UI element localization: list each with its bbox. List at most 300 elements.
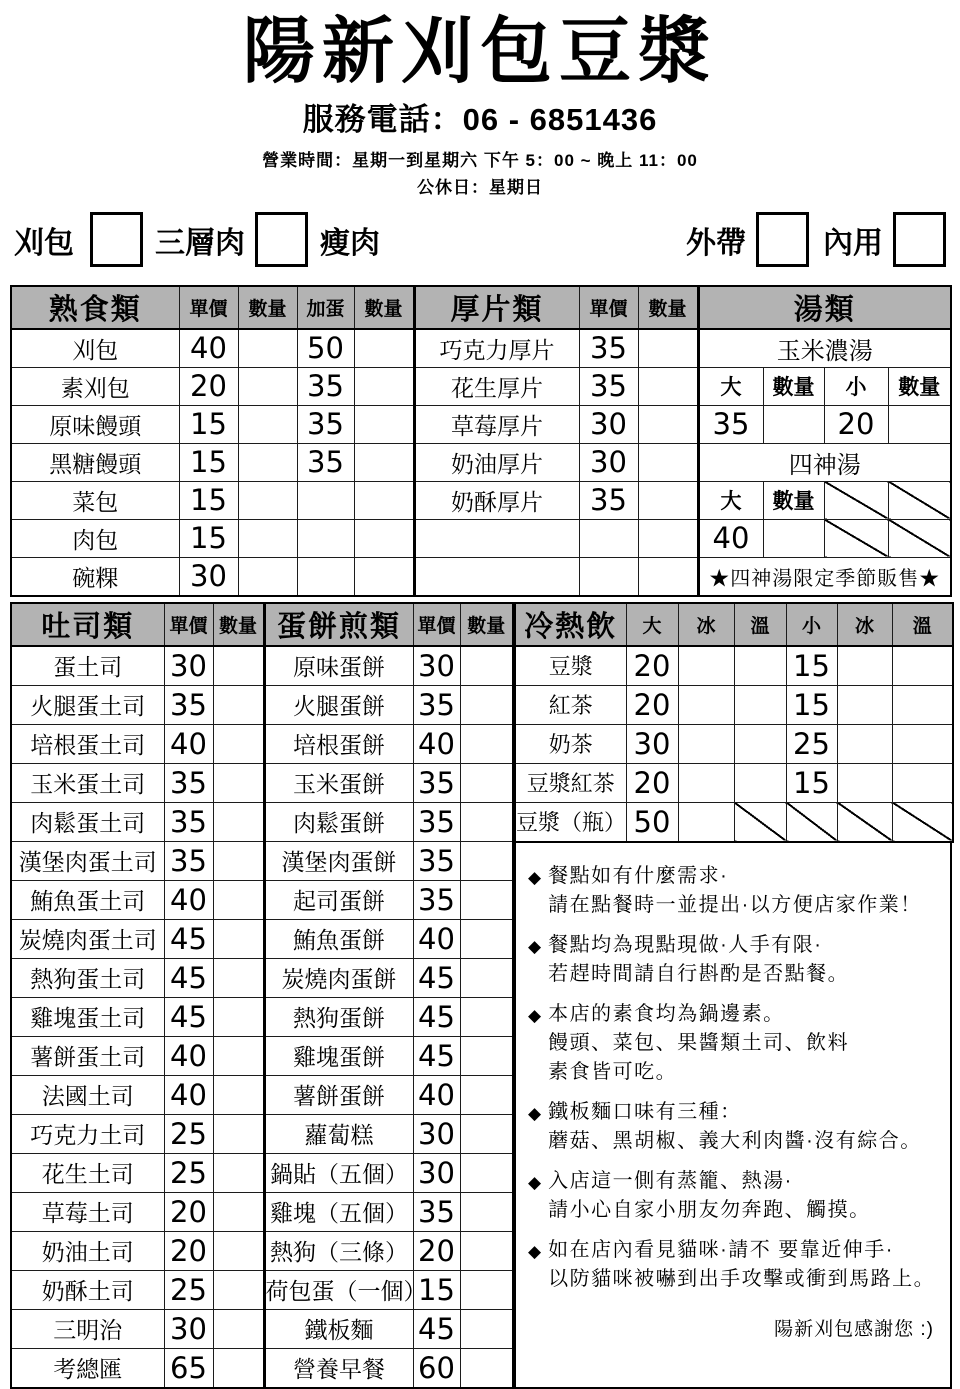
note-item [528,1167,942,1225]
qty-label: 數量 [763,367,824,405]
unit-price: 20 [164,1231,213,1270]
qty-cell[interactable] [354,443,414,481]
ice-header: 冰 [678,603,734,646]
empty-item-cell [414,557,579,596]
unit-price: 35 [413,802,460,841]
unit-price: 40 [164,1036,213,1075]
qty-header: 數量 [638,286,698,329]
qty-cell[interactable] [460,841,513,880]
item-name: 炭燒肉蛋土司 [11,919,164,958]
warm-qty-cell[interactable] [892,724,953,763]
qty-cell[interactable] [354,405,414,443]
qty-cell[interactable] [638,329,698,368]
qty-cell[interactable] [460,802,513,841]
item-name: 奶酥土司 [11,1270,164,1309]
qty-cell[interactable] [460,919,513,958]
qty-header: 數量 [238,286,297,329]
drink-name: 豆漿（瓶） [515,802,626,842]
top-row [11,329,951,368]
warm-qty-cell[interactable] [734,724,786,763]
menu-row [11,1192,513,1231]
crossed-out-cell [892,802,953,842]
hours-line: 營業時間：星期一到星期六 下午 5：00 ~ 晚上 11：00 [262,150,698,170]
qty-cell[interactable] [213,1075,264,1114]
warm-qty-cell[interactable] [892,646,953,686]
unit-price: 35 [413,880,460,919]
top-row [11,557,951,596]
corn-soup-large-price: 35 [698,405,763,443]
item-name: 花生厚片 [414,367,579,405]
item-name: 炭燒肉蛋餅 [264,958,413,997]
ice-qty-cell[interactable] [678,646,734,686]
drinks-notes-column [514,602,952,1389]
masthead [0,0,960,198]
large-price: 30 [626,724,678,763]
qty-cell[interactable] [460,685,513,724]
note-item [528,1236,942,1294]
takeout-label: 外帶 [686,225,746,261]
item-name: 雞塊蛋餅 [264,1036,413,1075]
item-name: 雞塊蛋土司 [11,997,164,1036]
unit-price: 30 [579,443,638,481]
item-name: 蘿蔔糕 [264,1114,413,1153]
qty-cell[interactable] [354,557,414,596]
takeout-checkbox[interactable] [756,212,809,267]
qty-cell[interactable] [213,763,264,802]
drink-row [515,802,953,842]
crossed-out-cell [824,481,888,519]
four-herb-large-price: 40 [698,519,763,557]
unit-price: 40 [179,329,238,368]
drink-row [515,646,953,686]
qty-cell[interactable] [213,646,264,686]
qty-cell[interactable] [638,481,698,519]
qty-cell[interactable] [460,1348,513,1388]
menu-row [11,958,513,997]
item-name: 奶油土司 [11,1231,164,1270]
warm-qty-cell[interactable] [734,763,786,802]
empty-price-cell [579,519,638,557]
unit-price: 45 [413,1309,460,1348]
item-name: 荷包蛋（一個） [264,1270,413,1309]
closed-day-line: 公休日：星期日 [417,177,543,197]
bottom-section [10,602,950,1389]
unit-price: 35 [164,685,213,724]
qty-cell[interactable] [354,329,414,368]
item-name: 素刈包 [11,367,179,405]
item-name: 奶酥厚片 [414,481,579,519]
unit-price: 30 [164,1309,213,1348]
qty-cell[interactable] [638,443,698,481]
menu-row [11,841,513,880]
unit-price: 35 [413,763,460,802]
qty-cell[interactable] [213,724,264,763]
size-small-header: 小 [786,603,837,646]
qty-cell[interactable] [460,763,513,802]
qty-header: 數量 [354,286,414,329]
item-name: 培根蛋土司 [11,724,164,763]
item-name: 玉米蛋餅 [264,763,413,802]
top-row [11,519,951,557]
note-item [528,1098,942,1156]
add-egg-price [297,481,354,519]
menu-header-row [11,603,513,646]
top-header-row [11,286,951,329]
diamond-bullet-icon: ◆ [528,1241,542,1261]
item-name: 起司蛋餅 [264,880,413,919]
unit-price: 40 [413,724,460,763]
drink-row [515,724,953,763]
note-item [528,1000,942,1087]
soup-header: 湯類 [698,286,951,329]
qty-cell[interactable] [213,880,264,919]
item-name: 肉鬆蛋餅 [264,802,413,841]
ice-qty-cell[interactable] [837,646,892,686]
unit-price: 30 [579,405,638,443]
qty-label: 數量 [763,481,824,519]
large-price: 20 [626,646,678,686]
item-name: 火腿蛋餅 [264,685,413,724]
qty-cell[interactable] [763,405,824,443]
qty-cell[interactable] [213,1192,264,1231]
note-text: 餐點如有什麼需求· 請在點餐時一並提出·以方便店家作業！ [548,864,922,916]
unit-price: 65 [164,1348,213,1388]
item-name: 碗粿 [11,557,179,596]
unit-price: 35 [413,1192,460,1231]
item-name: 漢堡肉蛋餅 [264,841,413,880]
menu-row [11,646,513,686]
qty-cell[interactable] [638,405,698,443]
unit-price: 35 [579,367,638,405]
warm-header: 溫 [892,603,953,646]
unit-price: 35 [579,481,638,519]
menu-row [11,763,513,802]
guabao-label: 刈包 [14,225,74,261]
large-price: 20 [626,763,678,802]
qty-cell[interactable] [763,519,824,557]
ice-header: 冰 [837,603,892,646]
pork-belly-checkbox[interactable] [255,212,308,267]
qty-cell[interactable] [460,1270,513,1309]
unit-price: 45 [413,1036,460,1075]
qty-cell[interactable] [238,481,297,519]
small-price: 15 [786,685,837,724]
crossed-out-cell [888,481,951,519]
item-name: 花生土司 [11,1153,164,1192]
item-name: 刈包 [11,329,179,368]
unit-price: 25 [164,1114,213,1153]
corn-soup-small-price: 20 [824,405,888,443]
drink-row [515,685,953,724]
note-text: 如在店內看見貓咪·請不 要靠近伸手· 以防貓咪被嚇到出手攻擊或衝到馬路上。 [548,1238,936,1290]
small-price: 15 [786,646,837,686]
drink-name: 豆漿紅茶 [515,763,626,802]
qty-header: 數量 [213,603,264,646]
add-egg-header: 加蛋 [297,286,354,329]
qty-cell[interactable] [213,685,264,724]
qty-label: 數量 [888,367,951,405]
unit-price: 20 [179,367,238,405]
unit-price: 15 [179,405,238,443]
item-name: 法國土司 [11,1075,164,1114]
ice-qty-cell[interactable] [837,685,892,724]
warm-header: 溫 [734,603,786,646]
dine-in-checkbox[interactable] [893,212,946,267]
unit-price: 40 [413,919,460,958]
item-name: 培根蛋餅 [264,724,413,763]
add-egg-price: 35 [297,367,354,405]
diamond-bullet-icon: ◆ [528,936,542,956]
qty-cell[interactable] [460,1036,513,1075]
unit-price: 45 [413,997,460,1036]
item-name: 肉鬆蛋土司 [11,802,164,841]
item-name: 熱狗蛋餅 [264,997,413,1036]
ice-qty-cell[interactable] [678,763,734,802]
menu-row [11,685,513,724]
item-name: 蛋土司 [11,646,164,686]
item-name: 玉米蛋土司 [11,763,164,802]
crossed-out-cell [837,802,892,842]
corn-soup-name: 玉米濃湯 [698,329,951,368]
menu-row [11,1270,513,1309]
drinks-header-row [515,603,953,646]
qty-cell[interactable] [213,1231,264,1270]
qty-cell[interactable] [460,646,513,686]
drink-row [515,763,953,802]
menu-row [11,1036,513,1075]
item-name: 薯餅蛋餅 [264,1075,413,1114]
item-name: 原味蛋餅 [264,646,413,686]
qty-cell[interactable] [238,557,297,596]
menu-row [11,919,513,958]
qty-cell[interactable] [213,997,264,1036]
unit-price: 35 [164,763,213,802]
unit-price: 40 [164,1075,213,1114]
qty-cell[interactable] [638,557,698,596]
unit-price: 45 [413,958,460,997]
add-egg-price [297,519,354,557]
unit-price: 60 [413,1348,460,1388]
unit-price-header: 單價 [579,286,638,329]
menu-row [11,1075,513,1114]
qty-header: 數量 [460,603,513,646]
note-text: 鐵板麵口味有三種： 蘑菇、黑胡椒、義大利肉醬·沒有綜合。 [548,1100,922,1152]
qty-cell[interactable] [213,841,264,880]
menu-row [11,1309,513,1348]
qty-cell[interactable] [213,1114,264,1153]
unit-price: 35 [164,841,213,880]
menu-row [11,1231,513,1270]
qty-cell[interactable] [460,1231,513,1270]
qty-cell[interactable] [460,1075,513,1114]
four-herb-season-note: ★四神湯限定季節販售★ [698,557,951,596]
unit-price-header: 單價 [179,286,238,329]
diamond-bullet-icon: ◆ [528,1172,542,1192]
drinks-table [514,602,954,843]
unit-price: 20 [413,1231,460,1270]
menu-row [11,1153,513,1192]
note-text: 本店的素食均為鍋邊素。 饅頭、菜包、果醬類土司、飲料 素食皆可吃。 [548,1002,850,1083]
qty-cell[interactable] [238,367,297,405]
unit-price: 35 [579,329,638,368]
unit-price-header: 單價 [413,603,460,646]
menu-row [11,1348,513,1388]
qty-cell[interactable] [460,880,513,919]
qty-cell[interactable] [460,724,513,763]
ice-qty-cell[interactable] [678,685,734,724]
unit-price: 35 [164,802,213,841]
qty-cell[interactable] [460,1192,513,1231]
menu-row [11,802,513,841]
qty-cell[interactable] [238,443,297,481]
unit-price: 45 [164,958,213,997]
drinks-header: 冷熱飲 [515,603,626,646]
notes-box [514,843,952,1389]
menu-row [11,880,513,919]
qty-cell[interactable] [460,958,513,997]
top-row [11,367,951,405]
unit-price: 40 [413,1075,460,1114]
item-name: 鮪魚蛋土司 [11,880,164,919]
item-name: 原味饅頭 [11,405,179,443]
note-text: 入店這一側有蒸籠、熱湯· 請小心自家小朋友勿奔跑、觸摸。 [548,1169,871,1221]
unit-price: 25 [164,1153,213,1192]
crossed-out-cell [786,802,837,842]
item-name: 考總匯 [11,1348,164,1388]
unit-price: 15 [179,443,238,481]
unit-price: 45 [164,997,213,1036]
note-item [528,862,942,920]
item-name: 鐵板麵 [264,1309,413,1348]
lean-meat-label: 瘦肉 [320,225,380,261]
qty-cell[interactable] [213,802,264,841]
warm-qty-cell[interactable] [734,646,786,686]
unit-price: 15 [179,519,238,557]
drink-name: 奶茶 [515,724,626,763]
unit-price: 15 [413,1270,460,1309]
menu-row [11,997,513,1036]
add-egg-price: 35 [297,443,354,481]
unit-price: 35 [413,841,460,880]
qty-cell[interactable] [460,1114,513,1153]
qty-cell[interactable] [213,958,264,997]
phone-line: 服務電話：06 - 6851436 [302,101,658,137]
qty-cell[interactable] [638,367,698,405]
size-large-header: 大 [626,603,678,646]
item-name: 熱狗（三條） [264,1231,413,1270]
ice-qty-cell[interactable] [678,802,734,842]
qty-cell[interactable] [888,405,951,443]
qty-cell[interactable] [460,997,513,1036]
thick-toast-header: 厚片類 [414,286,579,329]
drink-name: 豆漿 [515,646,626,686]
unit-price: 20 [164,1192,213,1231]
large-price: 50 [626,802,678,842]
guabao-checkbox[interactable] [90,212,143,267]
qty-cell[interactable] [213,1036,264,1075]
item-name: 熱狗蛋土司 [11,958,164,997]
crossed-out-cell [734,802,786,842]
ice-qty-cell[interactable] [678,724,734,763]
unit-price: 30 [413,1114,460,1153]
shop-title: 陽新刈包豆漿 [242,12,717,92]
size-large-label: 大 [698,367,763,405]
qty-cell[interactable] [238,519,297,557]
pancake-header: 蛋餅煎類 [264,603,413,646]
item-name: 肉包 [11,519,179,557]
item-name: 草莓土司 [11,1192,164,1231]
unit-price: 25 [164,1270,213,1309]
ice-qty-cell[interactable] [837,763,892,802]
item-name: 菜包 [11,481,179,519]
unit-price: 30 [164,646,213,686]
warm-qty-cell[interactable] [892,685,953,724]
toast-pancake-table [10,602,514,1389]
warm-qty-cell[interactable] [892,763,953,802]
add-egg-price [297,557,354,596]
item-name: 鍋貼（五個） [264,1153,413,1192]
add-egg-price: 50 [297,329,354,368]
large-price: 20 [626,685,678,724]
top-row [11,405,951,443]
qty-cell[interactable] [354,519,414,557]
crossed-out-cell [888,519,951,557]
item-name: 火腿蛋土司 [11,685,164,724]
qty-cell[interactable] [238,329,297,368]
unit-price: 40 [164,724,213,763]
unit-price: 30 [413,646,460,686]
menu-row [11,1114,513,1153]
qty-cell[interactable] [213,1270,264,1309]
order-option-row [14,213,946,267]
item-name: 草莓厚片 [414,405,579,443]
diamond-bullet-icon: ◆ [528,1103,542,1123]
item-name: 鮪魚蛋餅 [264,919,413,958]
top-row [11,443,951,481]
qty-cell[interactable] [638,519,698,557]
item-name: 三明治 [11,1309,164,1348]
qty-cell[interactable] [354,367,414,405]
size-small-label: 小 [824,367,888,405]
item-name: 巧克力土司 [11,1114,164,1153]
qty-cell[interactable] [354,481,414,519]
qty-cell[interactable] [213,919,264,958]
unit-price: 30 [179,557,238,596]
qty-cell[interactable] [238,405,297,443]
menu-row [11,724,513,763]
unit-price: 45 [164,919,213,958]
unit-price: 15 [179,481,238,519]
empty-price-cell [579,557,638,596]
qty-cell[interactable] [213,1309,264,1348]
qty-cell[interactable] [213,1348,264,1388]
item-name: 黑糖饅頭 [11,443,179,481]
unit-price: 35 [413,685,460,724]
ice-qty-cell[interactable] [837,724,892,763]
qty-cell[interactable] [460,1309,513,1348]
warm-qty-cell[interactable] [734,685,786,724]
thanks-line: 陽新刈包感謝您 :) [774,1318,934,1340]
top-row [11,481,951,519]
four-herb-soup-name: 四神湯 [698,443,951,481]
item-name: 奶油厚片 [414,443,579,481]
pork-belly-label: 三層肉 [155,225,245,261]
item-name: 營養早餐 [264,1348,413,1388]
add-egg-price: 35 [297,405,354,443]
qty-cell[interactable] [460,1153,513,1192]
small-price: 15 [786,763,837,802]
qty-cell[interactable] [213,1153,264,1192]
